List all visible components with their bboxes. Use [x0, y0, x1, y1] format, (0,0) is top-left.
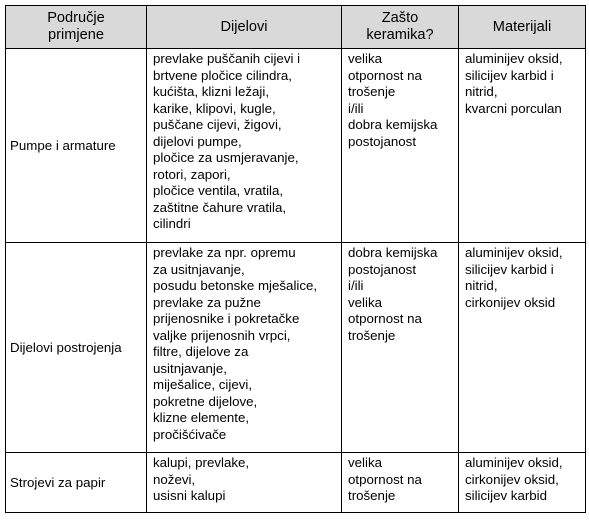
- table-row: [6, 49, 586, 243]
- table-row: [6, 243, 586, 453]
- header-materials: [459, 6, 586, 49]
- header-parts: [147, 6, 342, 49]
- cell-application-area: [6, 453, 147, 513]
- cell-why-ceramics: [342, 49, 459, 243]
- cell-parts: [147, 243, 342, 453]
- application-area-text: Dijelovi postrojenja: [10, 340, 122, 356]
- cell-materials: [459, 243, 586, 453]
- cell-why-ceramics: [342, 243, 459, 453]
- parts-text: kalupi, prevlake, noževi, usisni kalupi: [153, 455, 250, 503]
- table-header-row: [6, 6, 586, 49]
- why-ceramics-text: velika otpornost na trošenje: [348, 455, 422, 503]
- parts-text: prevlake puščanih cijevi i brtvene pločice cilindra, kućišta, klizni ležaji, karike, klipovi, kugle, puščane cijevi, žigovi, dijelovi pumpe, pločice za usmjeravanje, rotori, zapori, pločice ventila, vratila, zaštitne čahure vratila, cilindri: [153, 51, 301, 231]
- header-parts-label: Dijelovi: [220, 18, 268, 35]
- materials-text: aluminijev oksid, silicijev karbid i nitrid, cirkonijev oksid: [465, 245, 563, 310]
- materials-text: aluminijev oksid, cirkonijev oksid, silicijev karbid: [465, 455, 563, 503]
- header-materials-label: Materijali: [492, 18, 552, 35]
- cell-application-area: [6, 49, 147, 243]
- application-area-text: Strojevi za papir: [10, 475, 106, 491]
- header-application-area: [6, 6, 147, 49]
- header-application-area-label: Područje primjene: [47, 10, 105, 43]
- cell-parts: [147, 49, 342, 243]
- parts-text: prevlake za npr. opremu za usitnjavanje, posudu betonske mješalice, prevlake za pužne prijenosnike i pokretačke valjke prijenosnih vrpci, filtre, dijelove za usitnjavanje, miješalice, cijevi, pokretne dijelove, klizne elemente, pročišćivače: [153, 245, 318, 442]
- cell-parts: [147, 453, 342, 513]
- why-ceramics-text: velika otpornost na trošenje i/ili dobra kemijska postojanost: [348, 51, 438, 149]
- table-row: [6, 453, 586, 513]
- header-why-ceramics-label: Zašto keramika?: [366, 10, 434, 43]
- cell-application-area: [6, 243, 147, 453]
- application-area-text: Pumpe i armature: [10, 138, 116, 154]
- why-ceramics-text: dobra kemijska postojanost i/ili velika otpornost na trošenje: [348, 245, 438, 343]
- materials-text: aluminijev oksid, silicijev karbid i nitrid, kvarcni porculan: [465, 51, 563, 116]
- cell-materials: [459, 453, 586, 513]
- ceramics-application-table: [5, 5, 586, 513]
- cell-why-ceramics: [342, 453, 459, 513]
- cell-materials: [459, 49, 586, 243]
- header-why-ceramics: [342, 6, 459, 49]
